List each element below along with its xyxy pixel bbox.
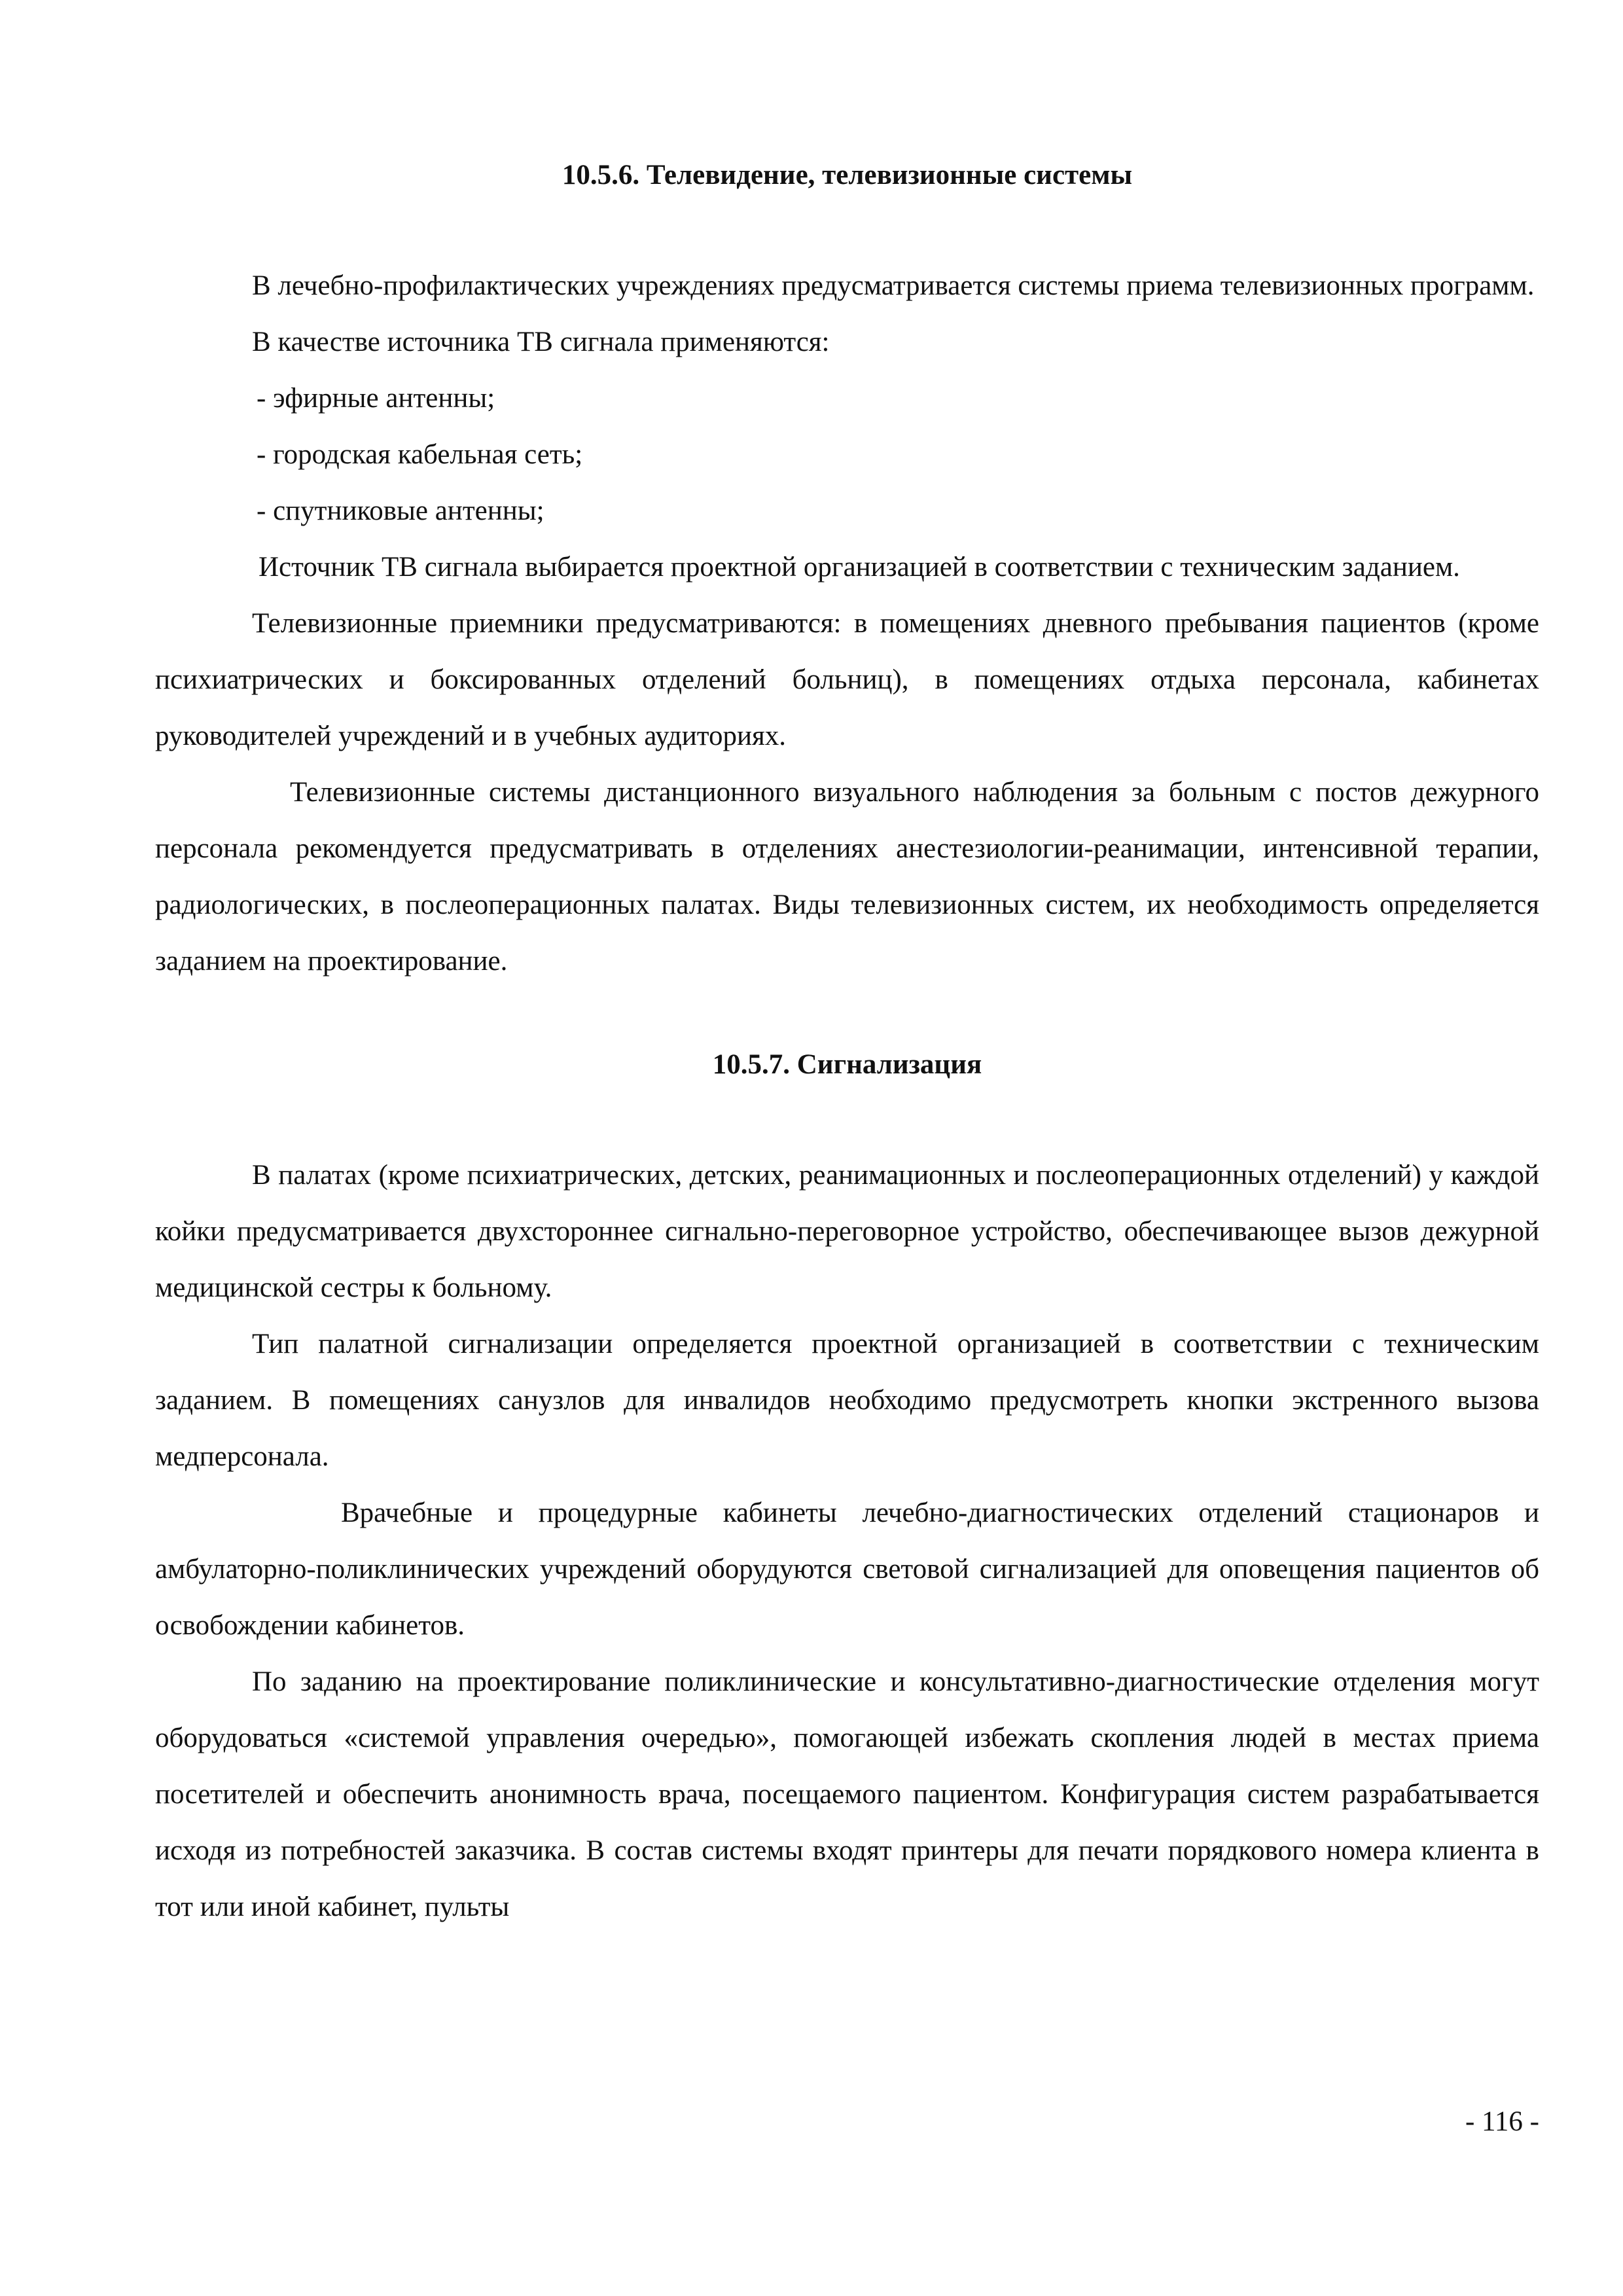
paragraph: По заданию на проектирование поликлинические и консультативно-диагностические отделения могут оборудоваться «системой управления очередью», помогающей избежать скопления людей в местах приема посетителей и обеспечить анонимность врача, посещаемого пациентом. Конфигурация систем разрабатывается исходя из потребностей заказчика. В состав системы входят принтеры для печати порядкового номера клиента в тот или иной кабинет, пульты [155,1666,1539,1922]
list-item: - городская кабельная сеть; [257,439,583,470]
paragraph: В качестве источника ТВ сигнала применяются: [252,327,830,357]
section-heading-tv: 10.5.6. Телевидение, телевизионные системы [562,160,1133,190]
paragraph: Врачебные и процедурные кабинеты лечебно-диагностических отделений стационаров и амбулаторно-поликлинических учреждений оборудуются световой сигнализацией для оповещения пациентов об освобождении кабинетов. [155,1498,1539,1641]
paragraph: Тип палатной сигнализации определяется проектной организацией в соответствии с техническим заданием. В помещениях санузлов для инвалидов необходимо предусмотреть кнопки экстренного вызова медперсонала. [155,1329,1539,1472]
list-item: - эфирные антенны; [257,383,495,414]
page-number: - 116 - [1465,2106,1539,2137]
list-item: - спутниковые антенны; [257,495,544,526]
paragraph: Источник ТВ сигнала выбирается проектной организацией в соответствии с техническим заданием. [259,552,1460,583]
page-content [155,143,1539,1935]
section-heading-signal: 10.5.7. Сигнализация [712,1049,982,1080]
paragraph: Телевизионные системы дистанционного визуального наблюдения за больным с постов дежурного персонала рекомендуется предусматривать в отделениях анестезиологии-реанимации, интенсивной терапии, радиологических, в послеоперационных палатах. Виды телевизионных систем, их необходимость определяется заданием на проектирование. [155,777,1539,977]
paragraph: В лечебно-профилактических учреждениях предусматривается системы приема телевизионных программ. [252,270,1535,301]
paragraph: В палатах (кроме психиатрических, детских, реанимационных и послеоперационных отделений) у каждой койки предусматривается двухстороннее сигнально-переговорное устройство, обеспечивающее вызов дежурной медицинской сестры к больному. [155,1160,1539,1303]
paragraph: Телевизионные приемники предусматриваются: в помещениях дневного пребывания пациентов (кроме психиатрических и боксированных отделений больниц), в помещениях отдыха персонала, кабинетах руководителей учреждений и в учебных аудиториях. [155,608,1539,751]
